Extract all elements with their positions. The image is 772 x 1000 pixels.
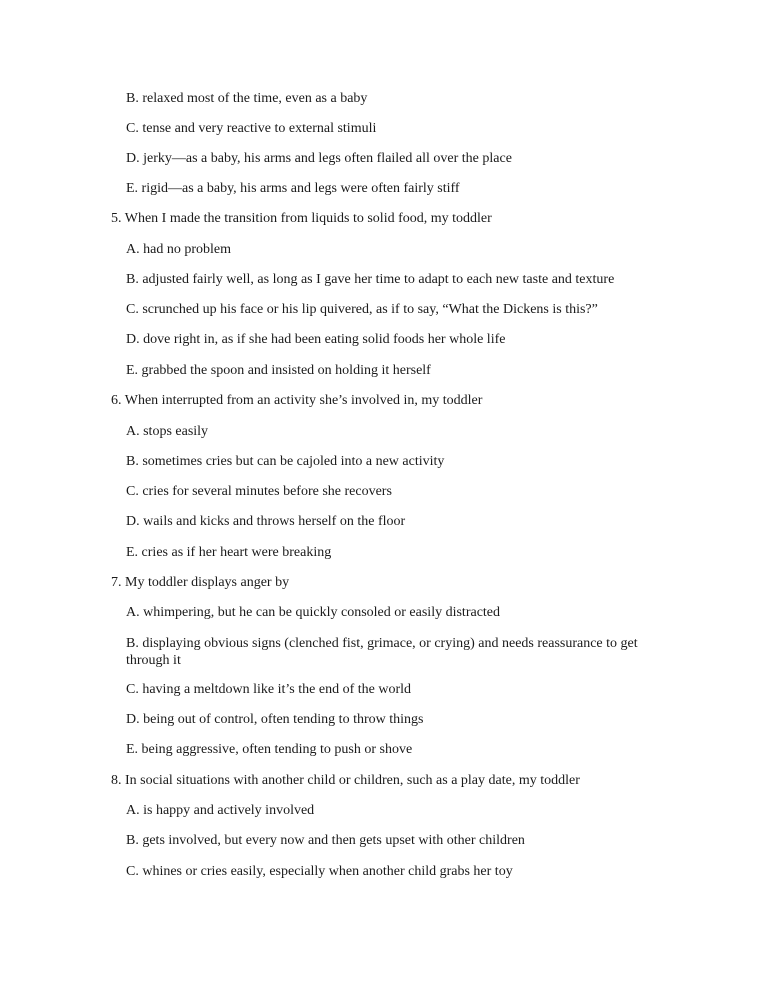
q7-option-a: A. whimpering, but he can be quickly consoled or easily distracted: [126, 605, 501, 620]
q6-option-a: A. stops easily: [126, 424, 209, 439]
q5-question: 5. When I made the transition from liquids to solid food, my toddler: [111, 211, 492, 226]
q7-question: 7. My toddler displays anger by: [111, 575, 290, 590]
q8-option-a: A. is happy and actively involved: [126, 803, 315, 818]
q6-option-c: C. cries for several minutes before she recovers: [126, 484, 392, 499]
q7-option-d: D. being out of control, often tending to throw things: [126, 712, 424, 727]
q6-question: 6. When interrupted from an activity she’s involved in, my toddler: [111, 393, 483, 408]
q8-option-c: C. whines or cries easily, especially when another child grabs her toy: [126, 864, 513, 879]
q7-option-c: C. having a meltdown like it’s the end of the world: [126, 682, 412, 697]
q6-option-b: B. sometimes cries but can be cajoled into a new activity: [126, 454, 445, 469]
q8-question: 8. In social situations with another child or children, such as a play date, my toddler: [111, 773, 580, 788]
q5-option-d: D. dove right in, as if she had been eating solid foods her whole life: [126, 332, 506, 347]
q5-option-e: E. grabbed the spoon and insisted on holding it herself: [126, 363, 431, 378]
q5-option-b: B. adjusted fairly well, as long as I gave her time to adapt to each new taste and texture: [126, 272, 615, 287]
q4-option-b: B. relaxed most of the time, even as a baby: [126, 91, 368, 106]
q7-option-b: B. displaying obvious signs (clenched fist, grimace, or crying) and needs reassurance to get through it: [126, 636, 638, 668]
q6-option-d: D. wails and kicks and throws herself on the floor: [126, 514, 406, 529]
q5-option-a: A. had no problem: [126, 242, 231, 257]
q4-option-d: D. jerky—as a baby, his arms and legs often flailed all over the place: [126, 151, 512, 166]
q4-option-c: C. tense and very reactive to external stimuli: [126, 121, 377, 136]
q8-option-b: B. gets involved, but every now and then gets upset with other children: [126, 833, 525, 848]
q7-option-e: E. being aggressive, often tending to push or shove: [126, 742, 413, 757]
q6-option-e: E. cries as if her heart were breaking: [126, 545, 332, 560]
q5-option-c: C. scrunched up his face or his lip quivered, as if to say, “What the Dickens is this?”: [126, 302, 598, 317]
q4-option-e: E. rigid—as a baby, his arms and legs were often fairly stiff: [126, 181, 460, 196]
